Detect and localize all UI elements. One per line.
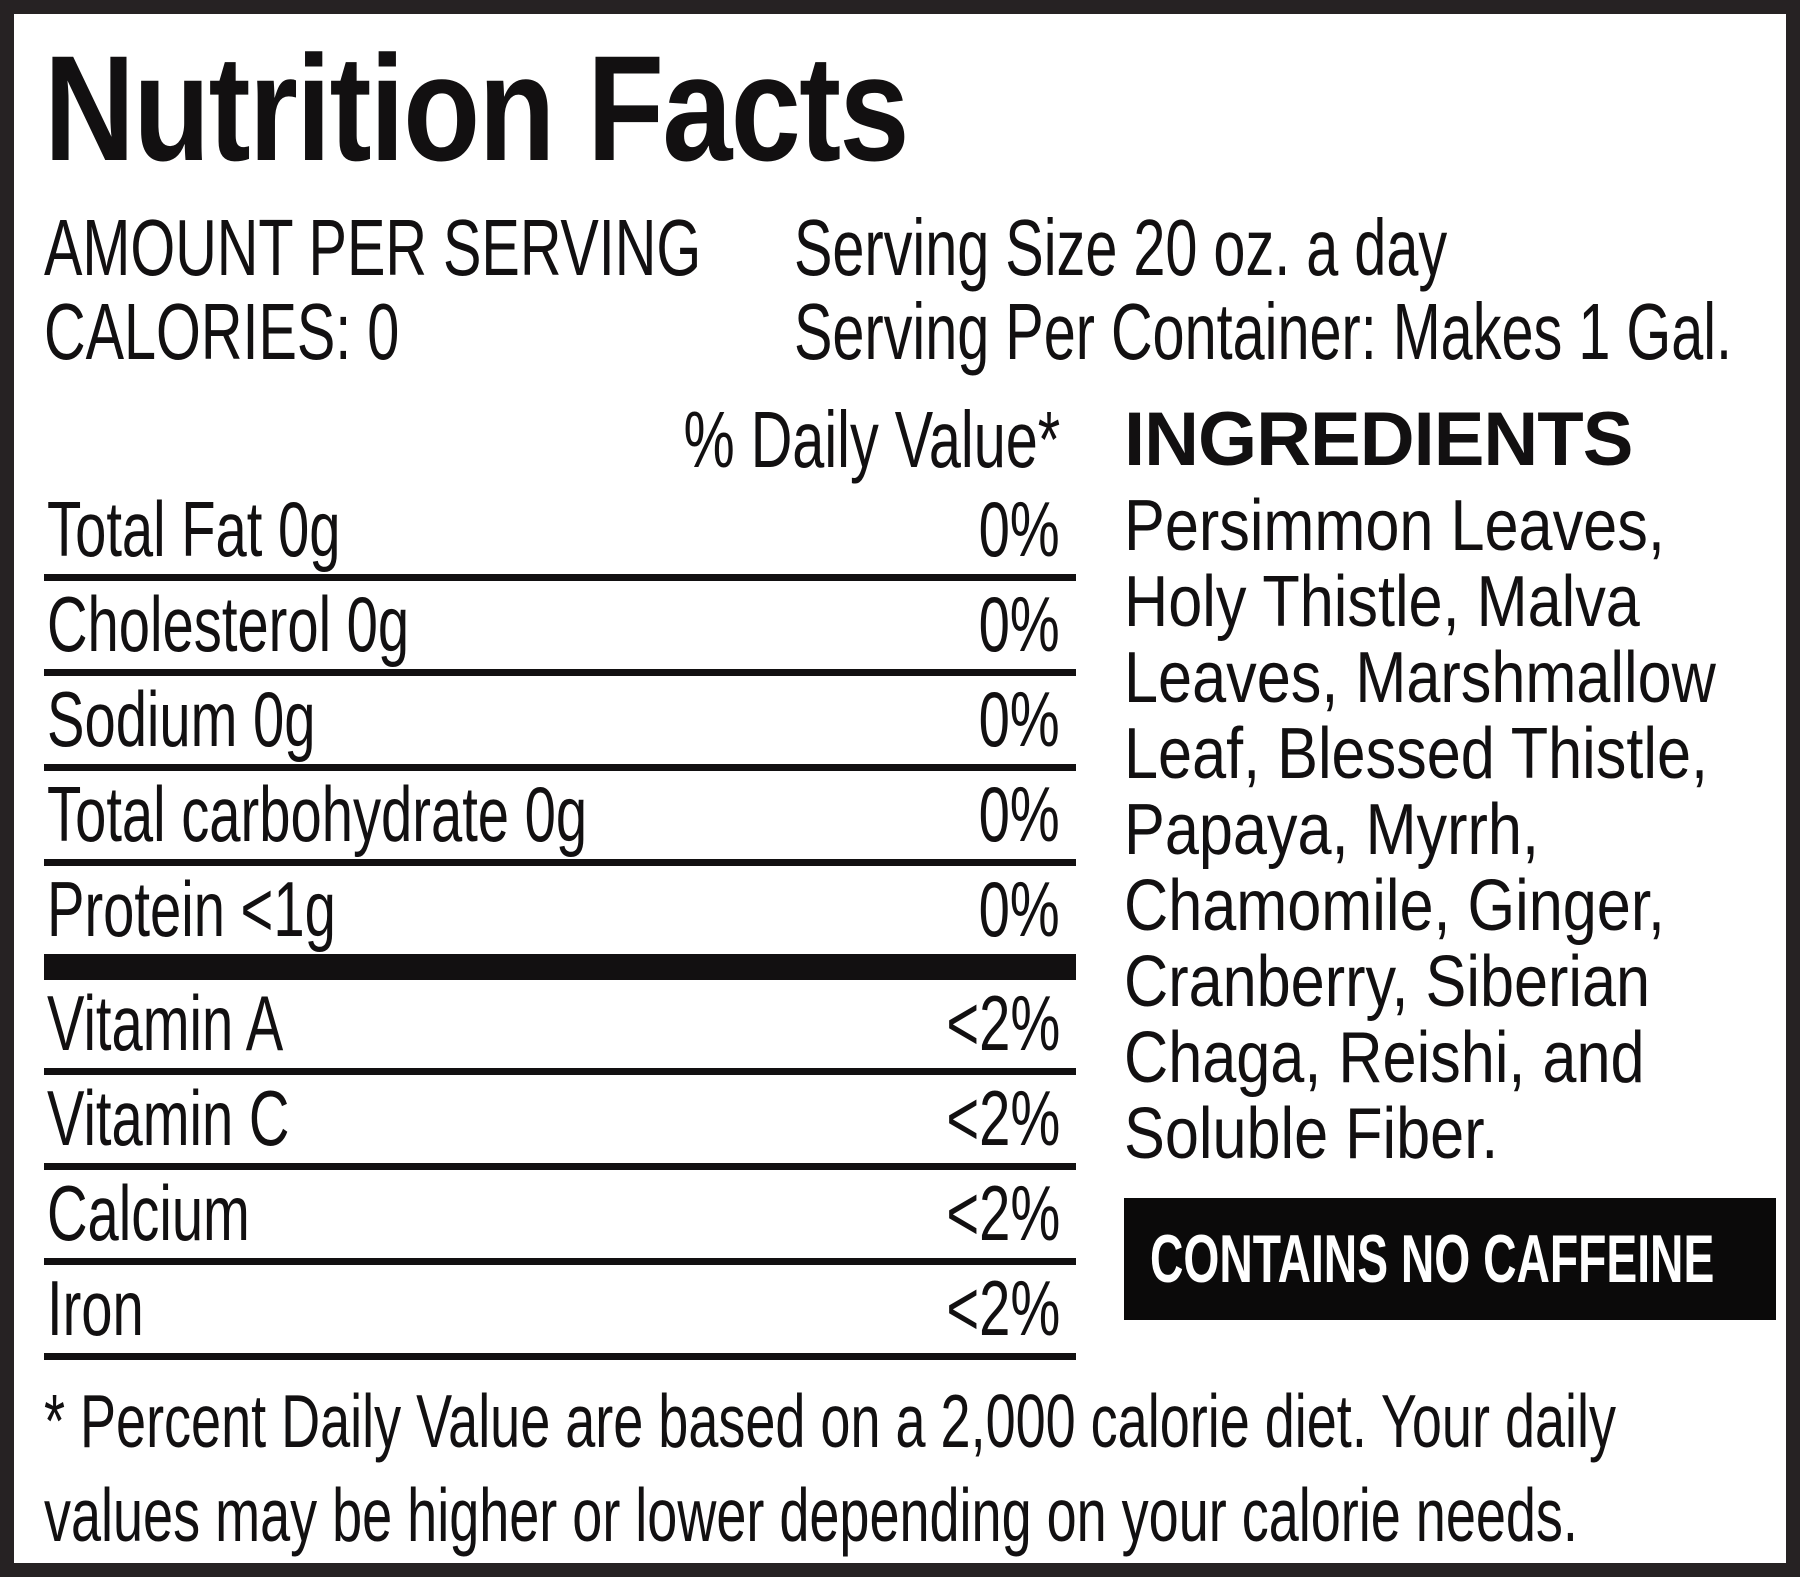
daily-value-header: % Daily Value* — [683, 394, 1060, 484]
servings-per-container-text: Serving Per Container: Makes 1 Gal. — [794, 286, 1733, 376]
nutrient-value: 0% — [978, 484, 1060, 573]
vitamin-row — [44, 980, 1076, 1075]
ingredients-column — [1124, 398, 1776, 1361]
vitamin-row — [44, 1075, 1076, 1170]
nutrient-value: 0% — [978, 579, 1060, 668]
vitamin-label: Vitamin A — [47, 978, 284, 1067]
nutrient-label: Cholesterol 0g — [47, 579, 410, 668]
nutrient-row — [44, 771, 1076, 866]
nutrient-row — [44, 676, 1076, 771]
vitamin-value: <2% — [946, 978, 1060, 1067]
vitamin-value: <2% — [946, 1074, 1060, 1163]
vitamin-value: <2% — [946, 1264, 1060, 1353]
serving-size-text: Serving Size 20 oz. a day — [794, 202, 1448, 292]
nutrient-value: 0% — [978, 864, 1060, 953]
daily-values-column — [44, 394, 1076, 1361]
nutrient-row — [44, 486, 1076, 581]
vitamin-row — [44, 1265, 1076, 1360]
serving-info-section — [44, 202, 1758, 376]
nutrient-label: Protein <1g — [47, 864, 336, 953]
ingredients-heading: INGREDIENTS — [1124, 396, 1633, 482]
calories-label: CALORIES: 0 — [44, 286, 400, 376]
vitamin-row — [44, 1170, 1076, 1265]
nutrient-value: 0% — [978, 769, 1060, 858]
vitamin-label: Calcium — [47, 1169, 250, 1258]
nutrient-label: Sodium 0g — [47, 674, 316, 763]
vitamin-value: <2% — [946, 1169, 1060, 1258]
nutrient-value: 0% — [978, 674, 1060, 763]
nutrient-row — [44, 581, 1076, 676]
amount-per-serving-label: AMOUNT PER SERVING — [44, 202, 702, 292]
vitamin-label: Vitamin C — [47, 1074, 290, 1163]
page-title-text: Nutrition Facts — [44, 24, 908, 192]
label-body — [44, 394, 1758, 1361]
nutrient-label: Total carbohydrate 0g — [47, 769, 588, 858]
nutrient-row-protein — [44, 866, 1076, 980]
footnote-text: * Percent Daily Value are based on a 2,000 calorie diet. Your daily values may be higher or lower depending on your calorie needs. — [44, 1379, 1617, 1558]
vitamin-label: Iron — [47, 1264, 144, 1353]
caffeine-badge — [1124, 1198, 1776, 1320]
ingredients-text: Persimmon Leaves, Holy Thistle, Malva Leaves, Marshmallow Leaf, Blessed Thistle, Papaya, Myrrh, Chamomile, Ginger, Cranberry, Siberian Chaga, Reishi, and Soluble Fiber. — [1124, 485, 1716, 1174]
caffeine-badge-text: CONTAINS NO CAFFEINE — [1150, 1220, 1715, 1297]
nutrient-label: Total Fat 0g — [47, 484, 341, 573]
page-title — [44, 24, 1758, 192]
